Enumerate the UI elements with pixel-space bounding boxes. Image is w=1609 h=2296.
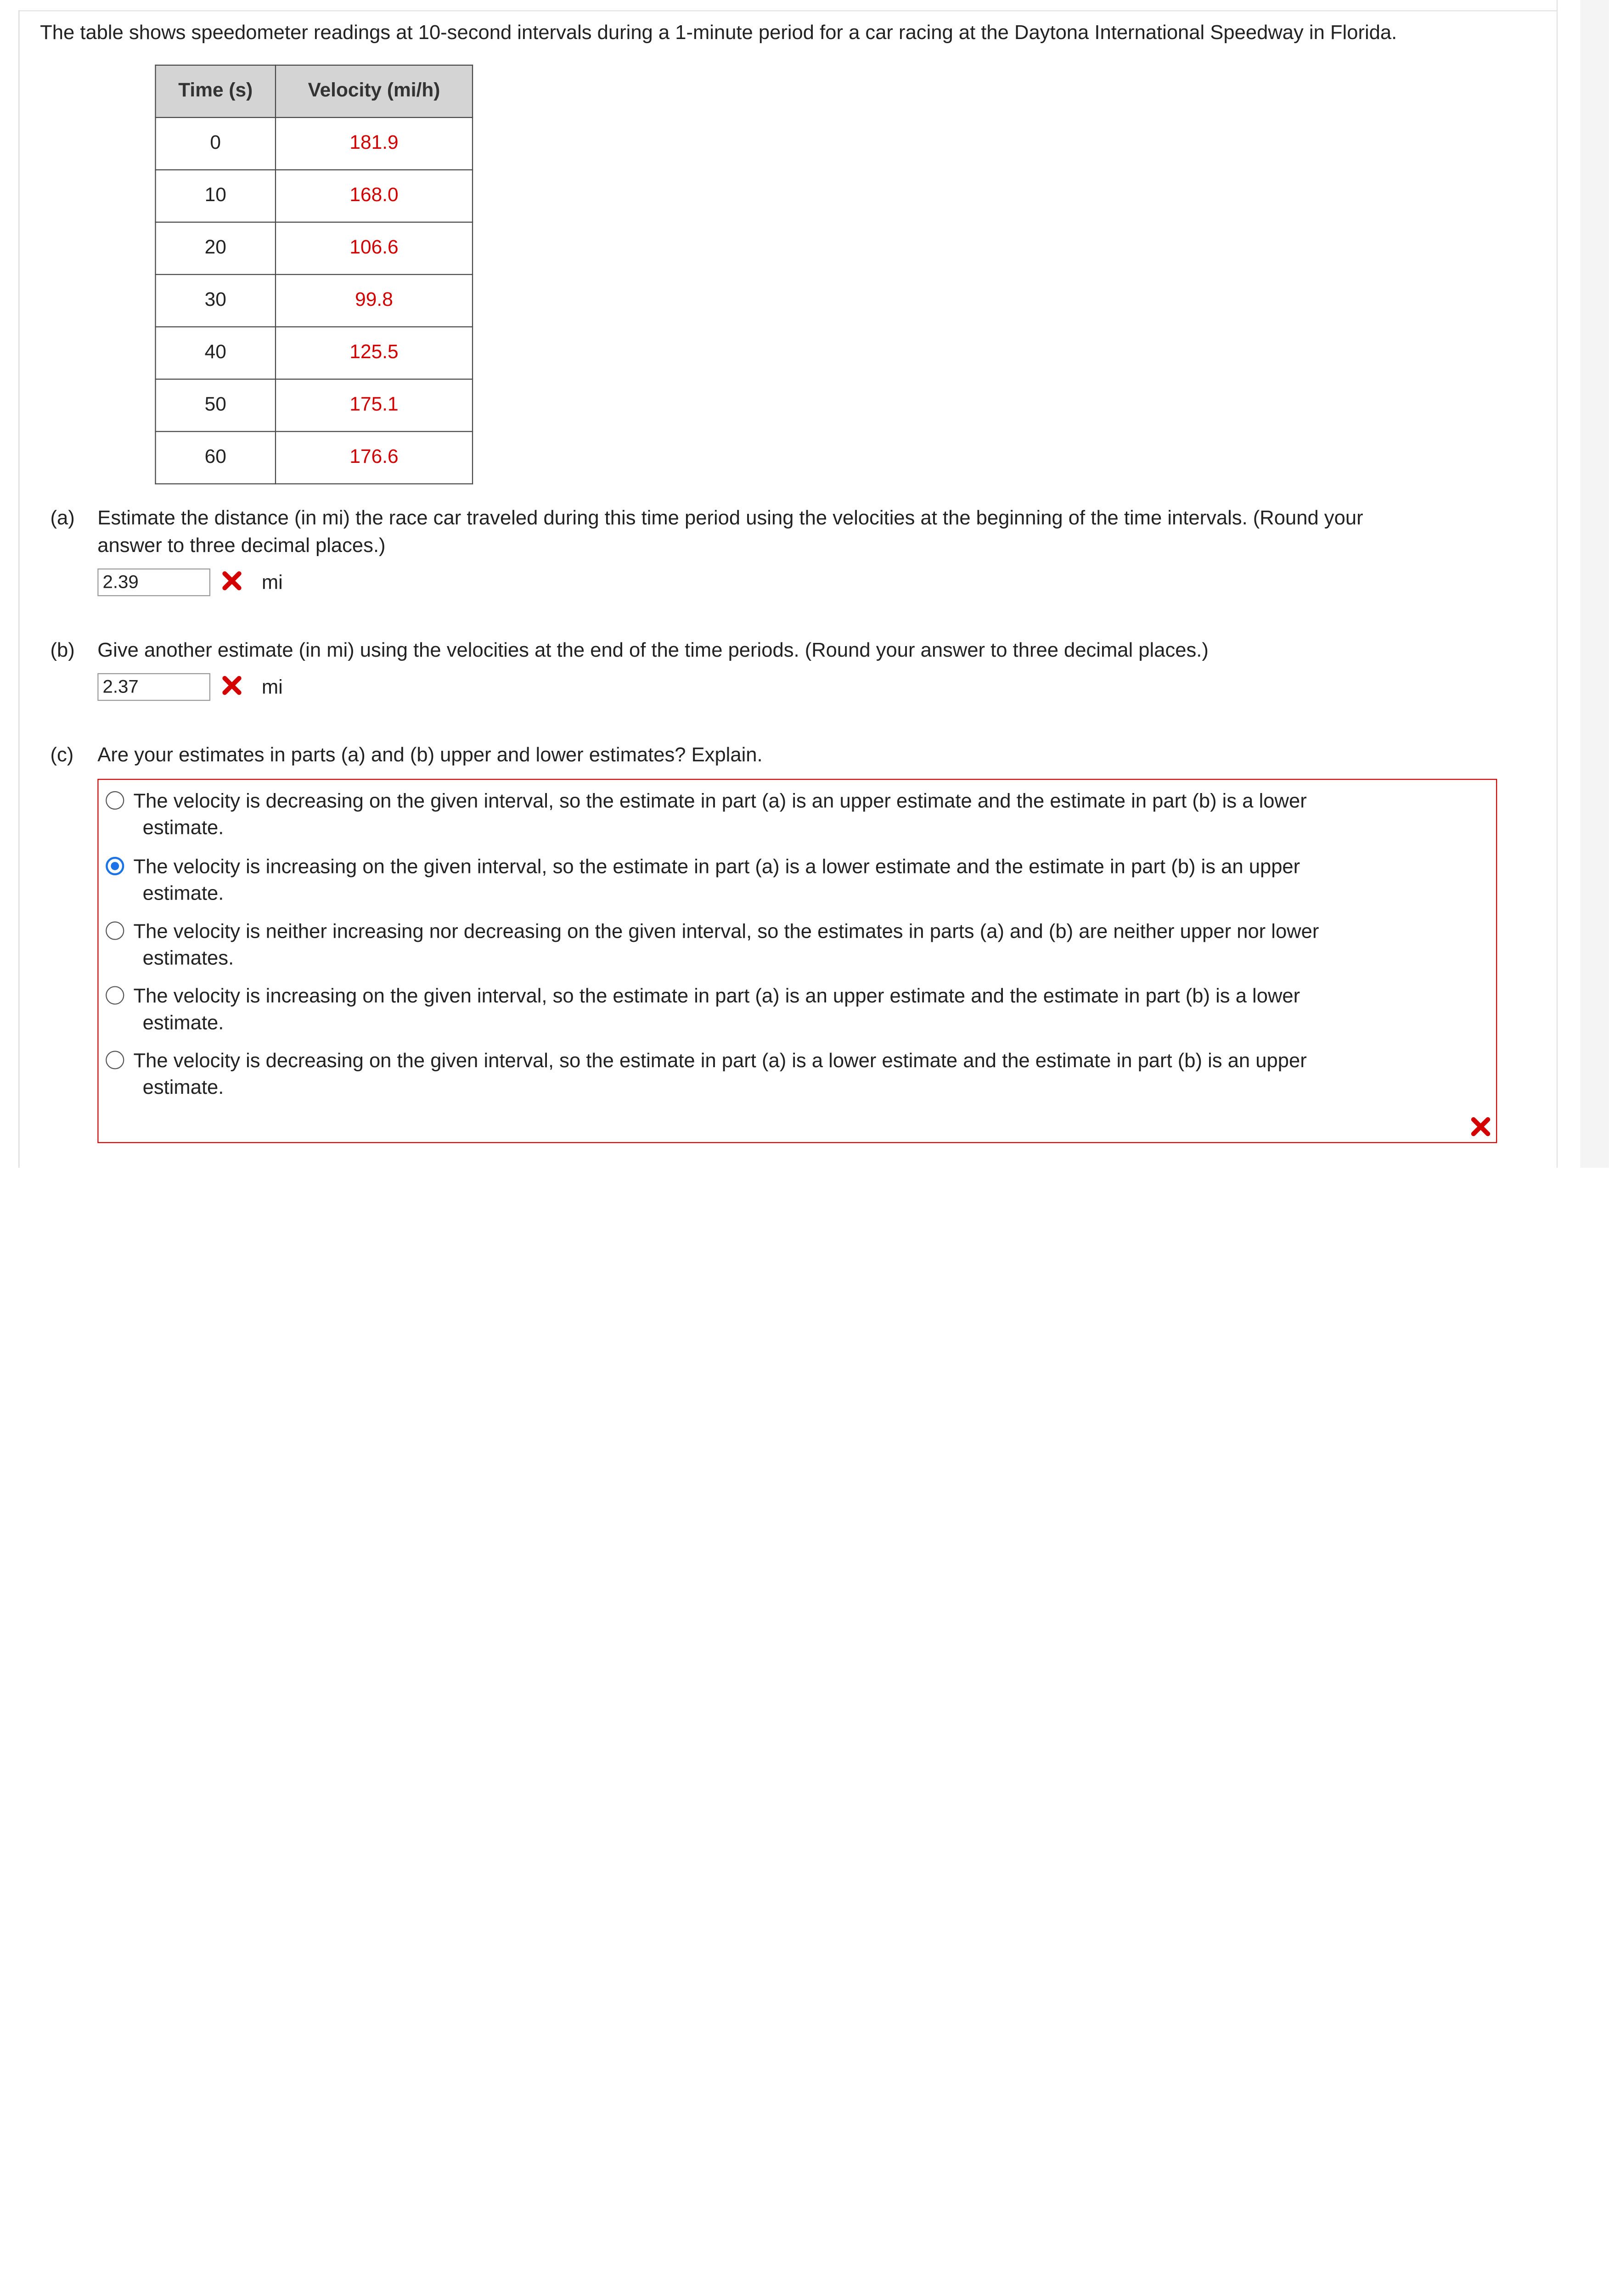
- part-b-question: Give another estimate (in mi) using the velocities at the end of the time periods. (Round your answer to three decimal places.): [97, 639, 1209, 662]
- scrollbar-track[interactable]: [1580, 0, 1609, 1168]
- table-row: [156, 170, 473, 222]
- table-header-row: [156, 65, 473, 118]
- radio-button[interactable]: [106, 1051, 124, 1069]
- header-velocity: Velocity (mi/h): [276, 65, 473, 118]
- part-c-label: (c): [50, 744, 74, 767]
- radio-button[interactable]: [106, 791, 124, 810]
- table-row: [156, 222, 473, 275]
- part-a-answer-input[interactable]: [97, 568, 210, 596]
- table-row: [156, 118, 473, 170]
- velocity-cell: 181.9: [276, 118, 473, 170]
- part-a-label: (a): [50, 506, 75, 530]
- time-cell: 60: [156, 432, 276, 484]
- incorrect-x-icon: [1469, 1115, 1492, 1138]
- choice-text: [133, 854, 1467, 907]
- content-left-border: [18, 10, 19, 1168]
- table-row: [156, 379, 473, 432]
- part-c-choices: [97, 779, 1497, 1143]
- part-b-label: (b): [50, 639, 75, 662]
- problem-intro: The table shows speedometer readings at 10-second intervals during a 1-minute period for a car racing at the Daytona International Speedway in Florida.: [40, 21, 1397, 45]
- part-a-question-line1: Estimate the distance (in mi) the race car traveled during this time period using the velocities at the beginning of the time intervals. (Round your: [97, 506, 1363, 530]
- part-c: [50, 742, 1517, 773]
- choice-line2: estimate.: [142, 1012, 224, 1035]
- velocity-cell: 106.6: [276, 222, 473, 275]
- part-b-answer-input[interactable]: [97, 673, 210, 701]
- choice-option[interactable]: [106, 918, 1480, 974]
- part-a-question-line2: answer to three decimal places.): [97, 535, 386, 557]
- table-row: [156, 275, 473, 327]
- part-b: [50, 637, 1517, 668]
- choice-line1: The velocity is decreasing on the given interval, so the estimate in part (a) is an upper estimate and the estimate in part (b) is a lower: [133, 790, 1307, 813]
- radio-button-selected[interactable]: [106, 857, 124, 875]
- choice-line2: estimate.: [142, 816, 224, 839]
- choice-line2: estimate.: [142, 1076, 224, 1099]
- part-a: [50, 505, 1517, 566]
- choice-line2: estimates.: [142, 947, 234, 970]
- table-row: [156, 432, 473, 484]
- velocity-cell: 168.0: [276, 170, 473, 222]
- choice-text: [133, 918, 1467, 972]
- header-time: Time (s): [156, 65, 276, 118]
- part-b-unit: mi: [261, 676, 283, 699]
- choice-line1: The velocity is decreasing on the given interval, so the estimate in part (a) is a lower estimate and the estimate in part (b) is an upper: [133, 1049, 1307, 1073]
- velocity-cell: 176.6: [276, 432, 473, 484]
- time-cell: 40: [156, 327, 276, 379]
- choice-line1: The velocity is increasing on the given interval, so the estimate in part (a) is an upper estimate and the estimate in part (b) is a lower: [133, 985, 1300, 1008]
- part-c-question: Are your estimates in parts (a) and (b) upper and lower estimates? Explain.: [97, 744, 763, 767]
- time-cell: 30: [156, 275, 276, 327]
- incorrect-x-icon: [220, 569, 243, 592]
- choice-option[interactable]: [106, 983, 1480, 1039]
- table-row: [156, 327, 473, 379]
- radio-button[interactable]: [106, 922, 124, 940]
- choice-line1: The velocity is increasing on the given interval, so the estimate in part (a) is a lower estimate and the estimate in part (b) is an upper: [133, 855, 1300, 878]
- choice-text: [133, 983, 1467, 1036]
- content-right-border: [1557, 0, 1558, 1168]
- choice-line1: The velocity is neither increasing nor decreasing on the given interval, so the estimates in parts (a) and (b) are neither upper nor lower: [133, 920, 1319, 943]
- time-cell: 10: [156, 170, 276, 222]
- choice-option[interactable]: [106, 854, 1480, 909]
- velocity-cell: 99.8: [276, 275, 473, 327]
- content-top-border: [18, 10, 1558, 11]
- incorrect-x-icon: [220, 674, 243, 697]
- part-a-unit: mi: [261, 571, 283, 594]
- time-cell: 0: [156, 118, 276, 170]
- time-cell: 20: [156, 222, 276, 275]
- choice-option[interactable]: [106, 788, 1480, 844]
- velocity-table: [155, 65, 473, 484]
- choice-line2: estimate.: [142, 882, 224, 905]
- choice-option[interactable]: [106, 1048, 1480, 1103]
- choice-text: [133, 1048, 1467, 1101]
- time-cell: 50: [156, 379, 276, 432]
- radio-button[interactable]: [106, 986, 124, 1004]
- velocity-cell: 125.5: [276, 327, 473, 379]
- velocity-cell: 175.1: [276, 379, 473, 432]
- choice-text: [133, 788, 1467, 841]
